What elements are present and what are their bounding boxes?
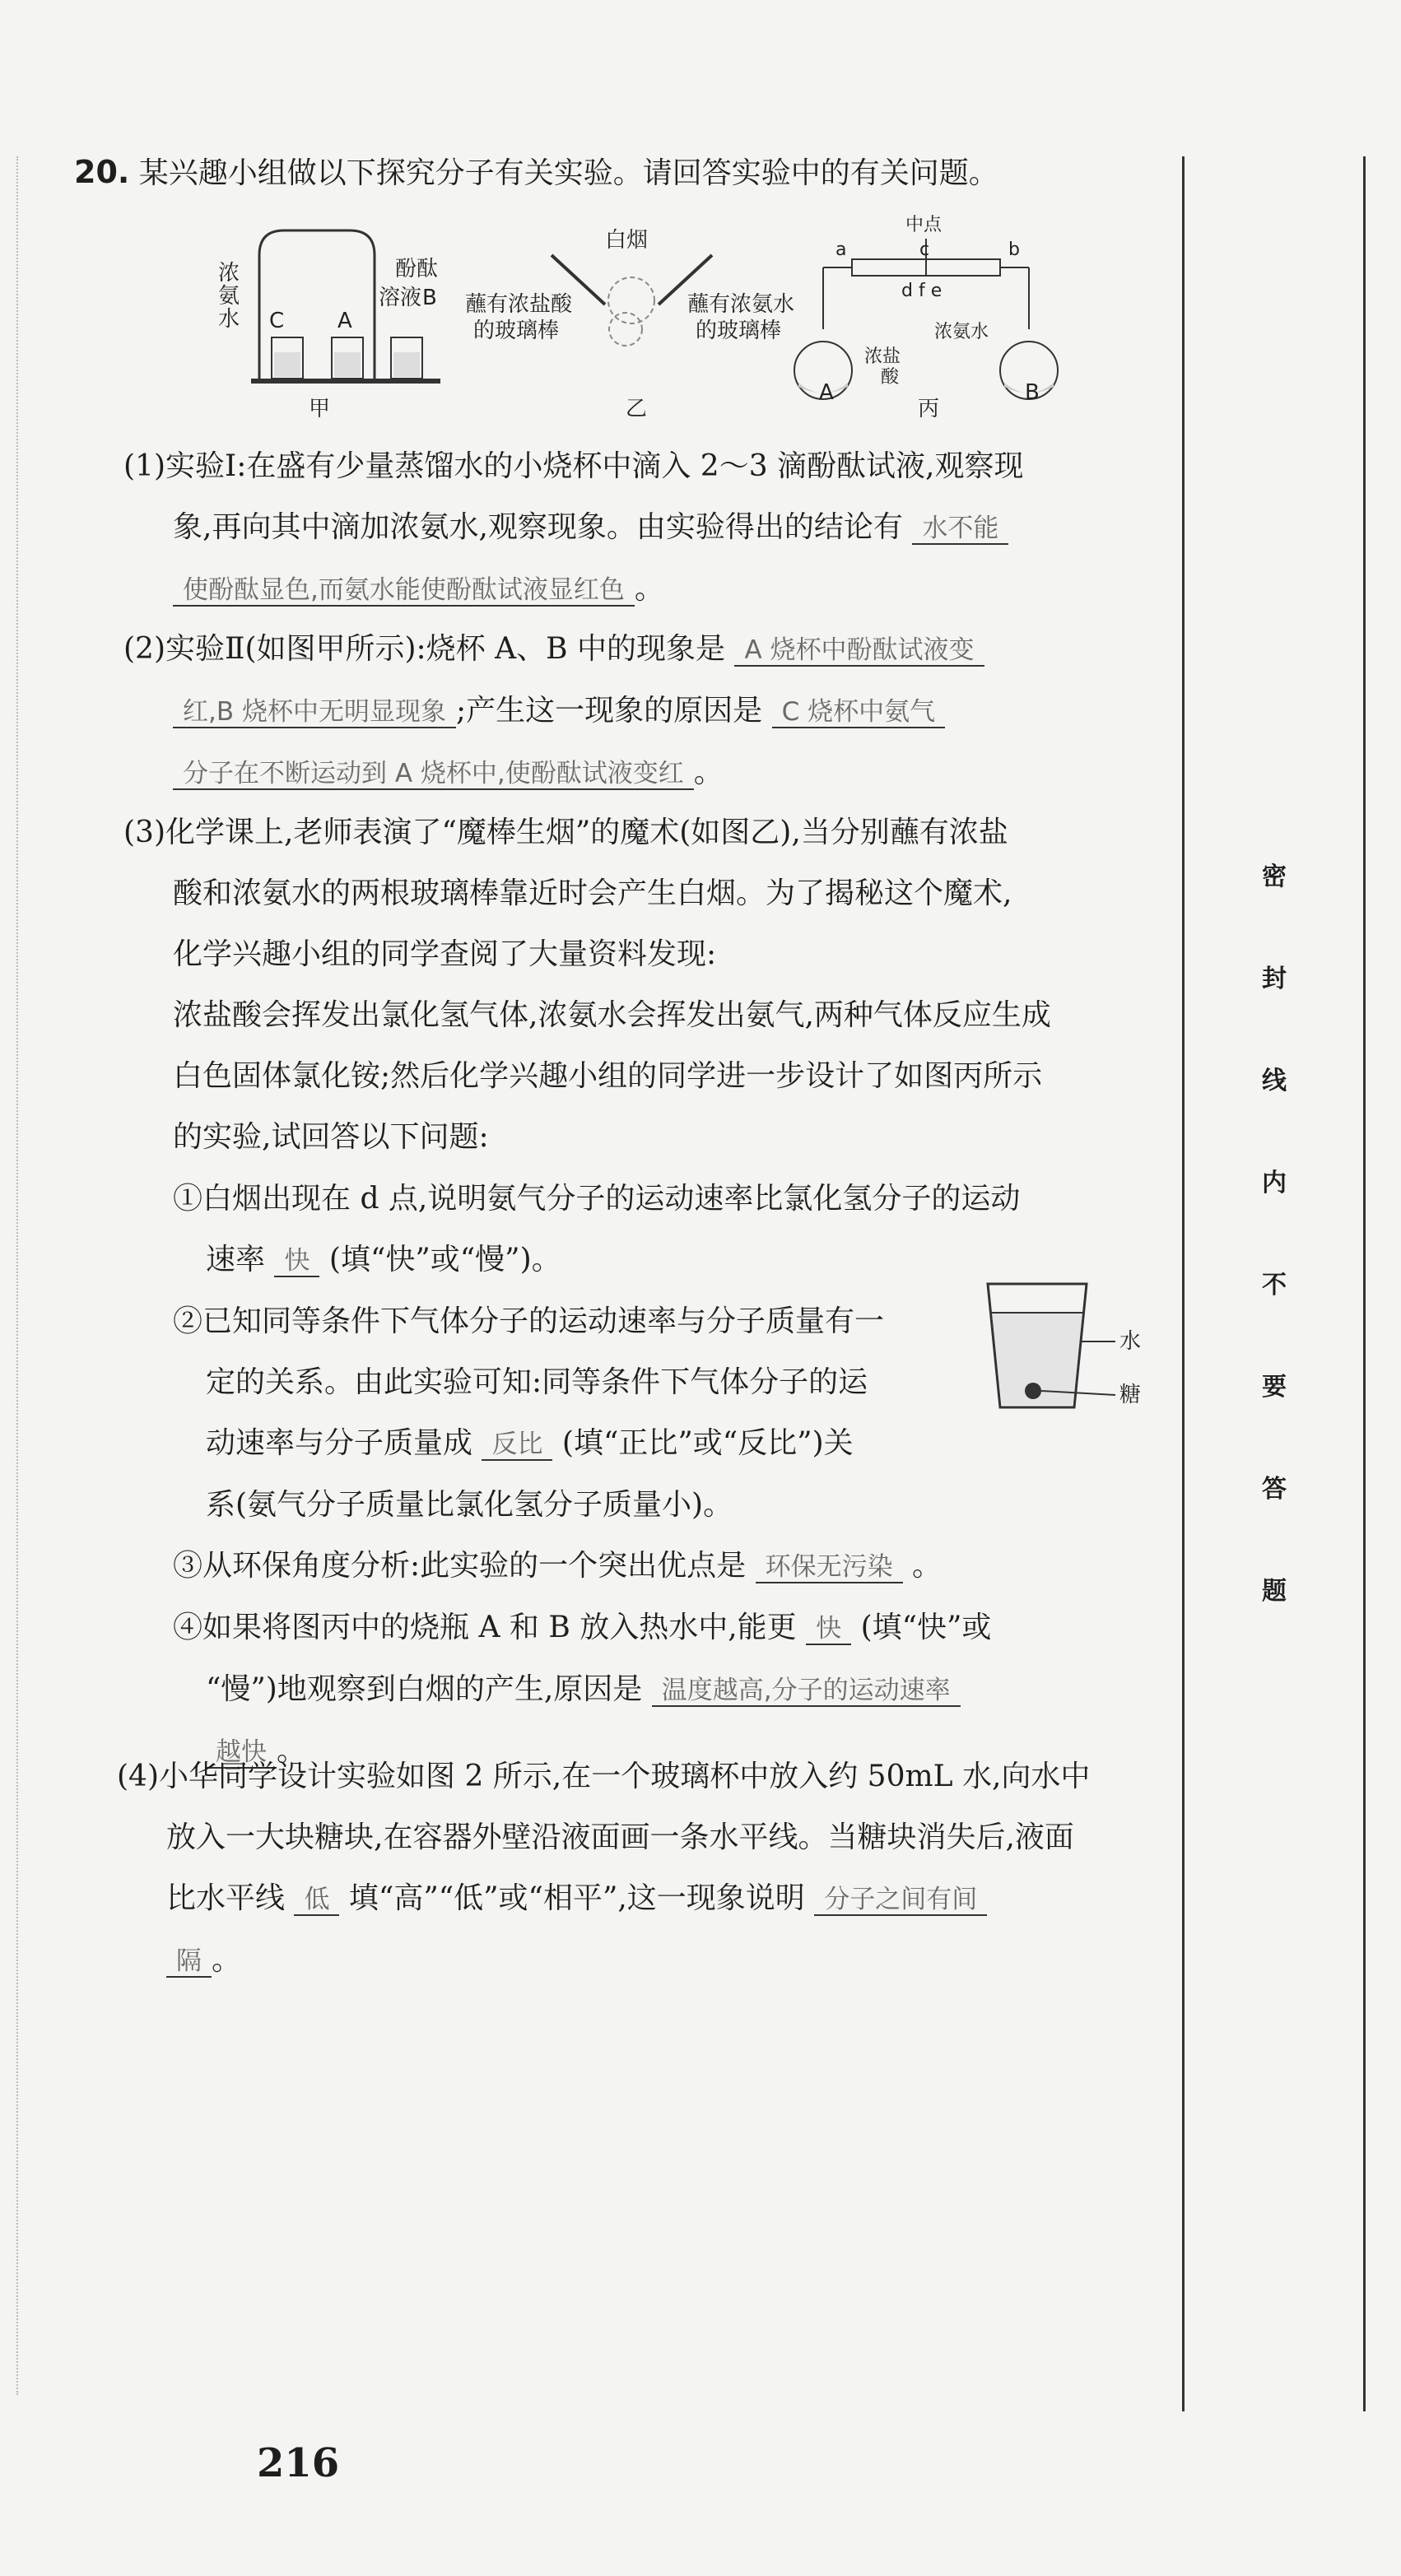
label-flask-b: B xyxy=(1025,380,1040,405)
page-number: 216 xyxy=(257,2440,340,2486)
q1-text1: ①白烟出现在 d 点,说明氨气分子的运动速率比氯化氢分子的运动 xyxy=(173,1182,1021,1216)
label-nh3: 浓氨水 xyxy=(934,322,989,342)
part1-end: 。 xyxy=(634,572,664,606)
part-3 xyxy=(123,802,1144,1168)
smoke-cloud xyxy=(609,313,642,346)
part4-text3: 比水平线 xyxy=(166,1881,286,1915)
part1-answer1: 水不能 xyxy=(912,514,1008,545)
label-phenol-2: 溶液 xyxy=(379,286,422,310)
part1-text2: 象,再向其中滴加浓氨水,观察现象。由实验得出的结论有 xyxy=(173,510,903,544)
question-text: 某兴趣小组做以下探究分子有关实验。请回答实验中的有关问题。 xyxy=(138,156,998,190)
q4-text1: ④如果将图丙中的烧瓶 A 和 B 放入热水中,能更 xyxy=(173,1611,797,1644)
label-hcl-2: 酸 xyxy=(881,367,900,388)
sugar-cube xyxy=(1025,1383,1041,1399)
label-nh3-rod-2: 的玻璃棒 xyxy=(696,319,782,343)
label-nh3-rod-1: 蘸有浓氨水 xyxy=(687,292,795,317)
label-hcl-rod-1: 蘸有浓盐酸 xyxy=(465,292,573,317)
beaker-a-liquid xyxy=(334,352,361,377)
beaker-b-liquid xyxy=(393,352,420,377)
figures-svg xyxy=(210,214,1082,428)
label-a: A xyxy=(337,309,352,333)
part2-indent xyxy=(123,694,173,728)
figure-yi xyxy=(465,228,794,421)
label-phenol-1: 酚酞 xyxy=(395,257,439,281)
binding-char: 不 xyxy=(1262,1271,1287,1300)
part4-text1: (4)小华同学设计实验如图 2 所示,在一个玻璃杯中放入约 50mL 水,向水中 xyxy=(117,1760,1091,1793)
question-number: 20. xyxy=(74,154,130,190)
part-1 xyxy=(123,436,1144,621)
q2-answer: 反比 xyxy=(482,1430,552,1461)
figure-bing xyxy=(794,215,1058,421)
part1-indent xyxy=(123,572,173,606)
part3-line6: 的实验,试回答以下问题: xyxy=(173,1120,489,1154)
label-conc-2: 氨 xyxy=(218,284,240,309)
part1-text1: (1)实验Ⅰ:在盛有少量蒸馏水的小烧杯中滴入 2～3 滴酚酞试液,观察现 xyxy=(123,449,1024,483)
part4-answer3: 隔 xyxy=(166,1946,212,1978)
binding-line-inner xyxy=(1182,156,1185,2411)
part3-line2: 酸和浓氨水的两根玻璃棒靠近时会产生白烟。为了揭秘这个魔术, xyxy=(173,876,1012,910)
label-sugar: 糖 xyxy=(1119,1383,1142,1407)
label-hcl-1: 浓盐 xyxy=(864,346,901,367)
part2-answer1: A 烧杯中酚酞试液变 xyxy=(734,635,984,667)
label-smoke: 白烟 xyxy=(605,228,649,253)
q2-text2: 定的关系。由此实验可知:同等条件下气体分子的运 xyxy=(206,1365,868,1399)
part4-answer2: 分子之间有间 xyxy=(814,1885,987,1916)
q4-answer2: 温度越高,分子的运动速率 xyxy=(652,1676,961,1707)
q4-text3: “慢”)地观察到白烟的产生,原因是 xyxy=(206,1672,643,1706)
label-c: C xyxy=(269,309,285,333)
part1-answer2: 使酚酞显色,而氨水能使酚酞试液显红色 xyxy=(173,575,635,607)
q2-text4: (填“正比”或“反比”)关 xyxy=(561,1426,854,1460)
binding-char: 线 xyxy=(1262,1067,1287,1095)
label-b: B xyxy=(422,286,437,310)
experiment-figures xyxy=(210,214,1082,428)
page-margin-dotted-line xyxy=(16,156,18,2395)
label-midpoint: 中点 xyxy=(905,215,943,235)
label-conc-3: 水 xyxy=(218,307,240,332)
part4-text2: 放入一大块糖块,在容器外壁沿液面画一条水平线。当糖块消失后,液面 xyxy=(166,1820,1074,1854)
part3-line3: 化学兴趣小组的同学查阅了大量资料发现: xyxy=(173,937,717,971)
binding-char: 要 xyxy=(1262,1373,1287,1402)
binding-line-outer xyxy=(1363,156,1366,2411)
caption-yi: 乙 xyxy=(626,397,648,421)
part-2 xyxy=(123,619,1144,804)
q1-text3: (填“快”或“慢”)。 xyxy=(328,1243,561,1276)
label-a-lower: a xyxy=(835,239,847,260)
part2-answer4: 分子在不断运动到 A 烧杯中,使酚酞试液变红 xyxy=(173,759,694,790)
q4-text2: (填“快”或 xyxy=(860,1611,992,1644)
question-title xyxy=(74,150,1144,192)
q3-text1: ③从环保角度分析:此实验的一个突出优点是 xyxy=(173,1549,747,1583)
q1-text2: 速率 xyxy=(206,1243,266,1276)
part-3-subquestions xyxy=(173,1169,1144,1783)
q3-answer: 环保无污染 xyxy=(756,1552,903,1583)
part2-answer2: 红,B 烧杯中无明显现象 xyxy=(173,697,456,728)
binding-char: 内 xyxy=(1262,1169,1287,1197)
part4-text4: 填“高”“低”或“相平”,这一现象说明 xyxy=(348,1881,805,1915)
figure-jia xyxy=(218,230,440,421)
part3-line5: 白色固体氯化铵;然后化学兴趣小组的同学进一步设计了如图丙所示 xyxy=(173,1059,1043,1093)
q2-text3: 动速率与分子质量成 xyxy=(206,1426,473,1460)
part-4 xyxy=(117,1746,1138,1992)
beaker-c-liquid xyxy=(274,352,300,377)
label-b-lower: b xyxy=(1008,239,1020,260)
binding-char: 封 xyxy=(1262,965,1287,993)
q4-answer3: 越快 xyxy=(206,1737,277,1769)
part4-end: 。 xyxy=(212,1943,242,1977)
binding-char: 答 xyxy=(1262,1475,1287,1504)
part4-answer1: 低 xyxy=(294,1885,339,1916)
part2-indent xyxy=(123,756,173,789)
q2-text5: 系(氨气分子质量比氯化氢分子质量小)。 xyxy=(206,1488,733,1522)
caption-bing: 丙 xyxy=(918,397,940,421)
label-water: 水 xyxy=(1119,1329,1142,1354)
sugar-cup-figure xyxy=(984,1276,1157,1440)
label-c-lower: c xyxy=(919,239,930,260)
binding-warning xyxy=(1250,856,1299,1607)
q4-end: 。 xyxy=(277,1734,307,1768)
q2-text1: ②已知同等条件下气体分子的运动速率与分子质量有一 xyxy=(173,1304,885,1338)
label-def: d f e xyxy=(901,281,943,301)
part3-line4: 浓盐酸会挥发出氯化氢气体,浓氨水会挥发出氨气,两种气体反应生成 xyxy=(173,998,1051,1032)
part4-indent xyxy=(117,1943,166,1977)
binding-char: 密 xyxy=(1262,863,1287,891)
label-conc-1: 浓 xyxy=(218,261,240,286)
label-flask-a: A xyxy=(819,380,834,405)
q3-end: 。 xyxy=(912,1549,943,1583)
part2-answer3: C 烧杯中氨气 xyxy=(772,697,946,728)
part2-text2: ;产生这一现象的原因是 xyxy=(455,694,763,728)
label-hcl-rod-2: 的玻璃棒 xyxy=(473,319,560,343)
part3-line1: (3)化学课上,老师表演了“魔棒生烟”的魔术(如图乙),当分别蘸有浓盐 xyxy=(123,816,1008,849)
q4-answer1: 快 xyxy=(806,1614,851,1645)
cup-svg xyxy=(984,1276,1157,1440)
part2-end: 。 xyxy=(693,756,724,789)
smoke-cloud xyxy=(608,277,654,323)
part2-text1: (2)实验Ⅱ(如图甲所示):烧杯 A、B 中的现象是 xyxy=(123,632,726,666)
caption-jia: 甲 xyxy=(309,397,331,421)
q1-answer: 快 xyxy=(274,1246,319,1277)
binding-char: 题 xyxy=(1262,1577,1287,1606)
